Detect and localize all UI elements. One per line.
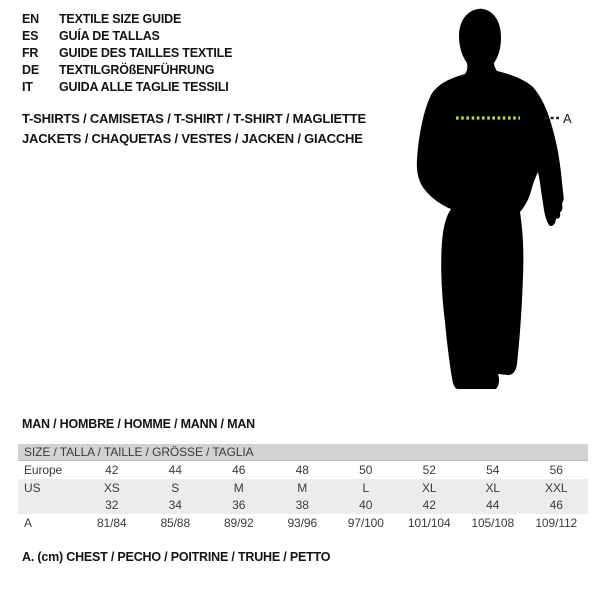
- table-row-chest-a: [18, 514, 588, 532]
- size-cell: 52: [422, 462, 436, 477]
- row-label: US: [24, 480, 41, 495]
- category-line-jackets: JACKETS / CHAQUETAS / VESTES / JACKEN / GIACCHE: [22, 131, 363, 146]
- size-table-header: SIZE / TALLA / TAILLE / GRÖSSE / TAGLIA: [18, 444, 588, 461]
- size-cell: 81/84: [96, 515, 127, 530]
- size-cell: 109/112: [535, 515, 578, 530]
- section-title-man: MAN / HOMBRE / HOMME / MANN / MAN: [22, 417, 255, 431]
- size-cell: 93/96: [287, 515, 318, 530]
- size-cell: 85/88: [160, 515, 191, 530]
- size-cell: 48: [295, 462, 309, 477]
- language-code: EN: [22, 12, 39, 26]
- size-cell: 38: [295, 498, 309, 513]
- size-cell: 42: [105, 462, 119, 477]
- size-cell: 56: [549, 462, 563, 477]
- size-cell: 44: [168, 462, 182, 477]
- size-cell: 32: [105, 498, 119, 513]
- size-cell: XL: [485, 480, 500, 495]
- size-cell: 97/100: [347, 515, 384, 530]
- size-cell: 44: [486, 498, 500, 513]
- language-title: TEXTILGRÖßENFÜHRUNG: [59, 63, 215, 77]
- size-cell: XL: [422, 480, 437, 495]
- size-cell: S: [171, 480, 180, 495]
- size-cell: 105/108: [471, 515, 515, 530]
- size-cell: 46: [232, 462, 246, 477]
- language-title: TEXTILE SIZE GUIDE: [59, 12, 182, 26]
- man-silhouette: [417, 9, 564, 389]
- table-row-us: [18, 479, 588, 497]
- row-label: Europe: [24, 462, 63, 477]
- category-line-tshirts: T-SHIRTS / CAMISETAS / T-SHIRT / T-SHIRT / MAGLIETTE: [22, 111, 366, 126]
- size-cell: M: [297, 480, 308, 495]
- size-cell: 89/92: [223, 515, 254, 530]
- measure-footnote: A. (cm) CHEST / PECHO / POITRINE / TRUHE / PETTO: [22, 550, 331, 564]
- size-cell: 101/104: [407, 515, 451, 530]
- language-code: ES: [22, 29, 39, 43]
- size-cell: 40: [359, 498, 373, 513]
- row-label: A: [24, 515, 32, 530]
- size-cell: XS: [103, 480, 120, 495]
- language-code: IT: [22, 80, 33, 94]
- size-cell: 42: [422, 498, 436, 513]
- size-cell: XXL: [545, 480, 568, 495]
- size-cell: M: [233, 480, 244, 495]
- language-title: GUIDE DES TAILLES TEXTILE: [59, 46, 233, 60]
- table-row-uk: [18, 496, 588, 514]
- language-title: GUÍA DE TALLAS: [59, 29, 160, 43]
- language-code: DE: [22, 63, 39, 77]
- size-cell: 46: [549, 498, 563, 513]
- table-row-europe: [18, 461, 588, 479]
- size-cell: L: [362, 480, 370, 495]
- size-table: [18, 444, 588, 532]
- size-cell: 50: [359, 462, 373, 477]
- measure-label-a: A: [563, 111, 572, 126]
- language-title: GUIDA ALLE TAGLIE TESSILI: [59, 80, 229, 94]
- size-cell: 54: [486, 462, 500, 477]
- size-cell: 34: [168, 498, 182, 513]
- language-code: FR: [22, 46, 39, 60]
- size-cell: 36: [232, 498, 246, 513]
